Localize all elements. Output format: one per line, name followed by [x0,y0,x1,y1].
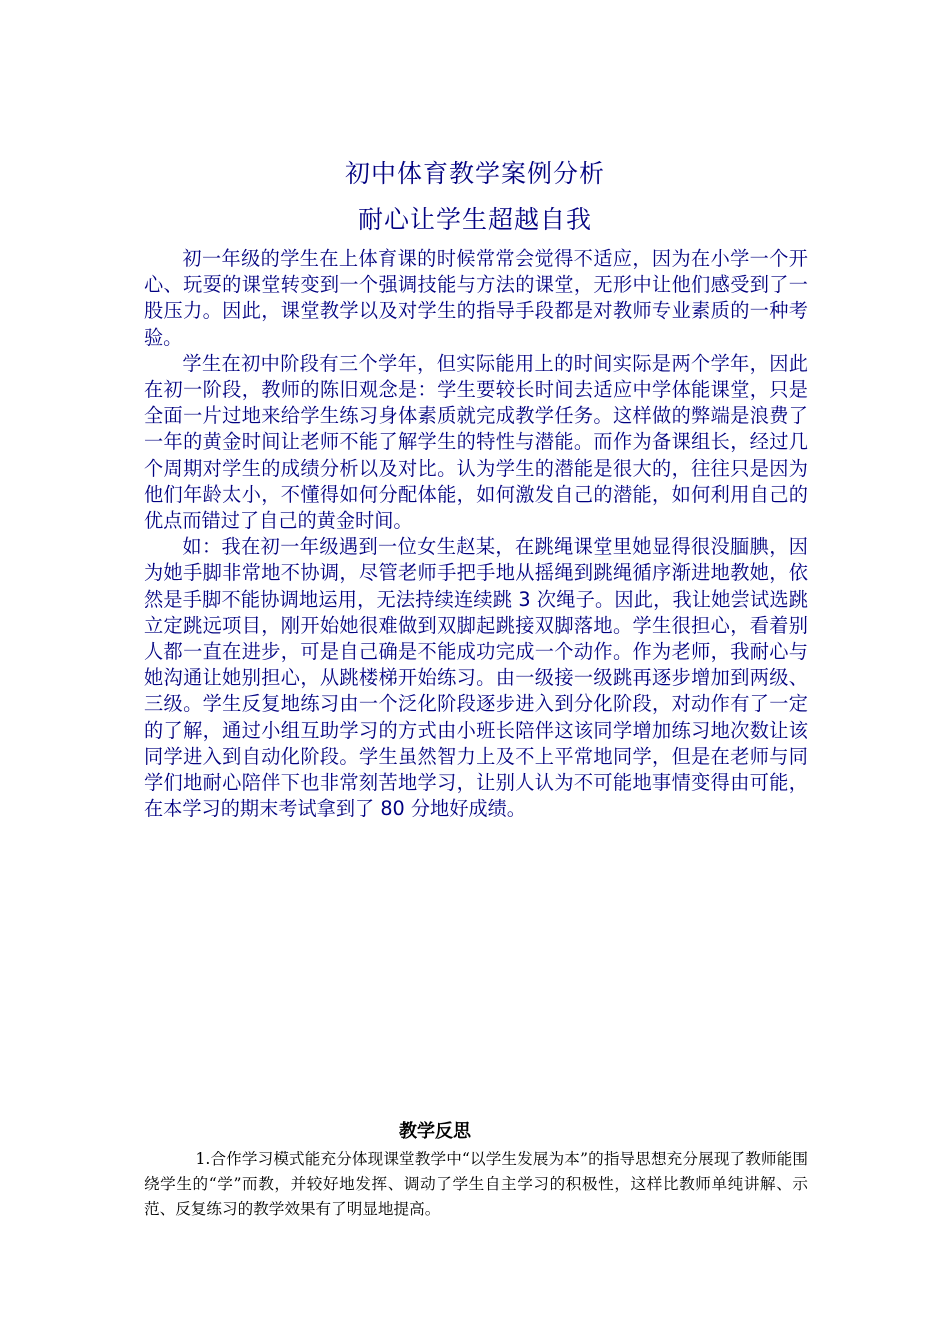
document-title: 初中体育教学案例分析 [344,159,605,188]
document-subtitle: 耐心让学生超越自我 [357,205,592,234]
reflection-body [144,1147,808,1222]
body-paragraph: 学生在初中阶段有三个学年，但实际能用上的时间实际是两个学年，因此在初一阶段，教师的陈旧观念是：学生要较长时间去适应中学体能课堂，只是全面一片过地来给学生练习身体素质就完成教学任务。这样做的弊端是浪费了一年的黄金时间让老师不能了解学生的特性与潜能。而作为备课组长，经过几个周期对学生的成绩分析以及对比。认为学生的潜能是很大的，往往只是因为他们年龄太小，不懂得如何分配体能，如何激发自己的潜能，如何利用自己的优点而错过了自己的黄金时间。 [144,351,808,533]
body-paragraph: 如：我在初一年级遇到一位女生赵某，在跳绳课堂里她显得很没腼腆，因为她手脚非常地不协调，尽管老师手把手地从摇绳到跳绳循序渐进地教她，依然是手脚不能协调地运用，无法持续连续跳 3 次绳子。因此，我让她尝试选跳立定跳远项目，刚开始她很难做到双脚起跳接双脚落地。学生很担心，看着别人都一直在进步，可是自己确是不能成功完成一个动作。作为老师，我耐心与她沟通让她别担心，从跳楼梯开始练习。由一级接一级跳再逐步增加到两级、三级。学生反复地练习由一个泛化阶段逐步进入到分化阶段，对动作有了一定的了解，通过小组互助学习的方式由小班长陪伴这该同学增加练习地次数让该同学进入到自动化阶段。学生虽然智力上及不上平常地同学，但是在老师与同学们地耐心陪伴下也非常刻苦地学习，让别人认为不可能地事情变得由可能，在本学习的期末考试拿到了 80 分地好成绩。 [144,535,808,821]
document-body [144,246,808,822]
reflection-paragraph: 1.合作学习模式能充分体现课堂教学中“以学生发展为本”的指导思想充分展现了教师能围绕学生的“学”而教，并较好地发挥、调动了学生自主学习的积极性，这样比教师单纯讲解、示范、反复练习的教学效果有了明显地提高。 [144,1150,808,1218]
reflection-heading: 教学反思 [399,1121,471,1142]
body-paragraph: 初一年级的学生在上体育课的时候常常会觉得不适应，因为在小学一个开心、玩耍的课堂转变到一个强调技能与方法的课堂，无形中让他们感受到了一股压力。因此，课堂教学以及对学生的指导手段都是对教师专业素质的一种考验。 [144,247,808,349]
